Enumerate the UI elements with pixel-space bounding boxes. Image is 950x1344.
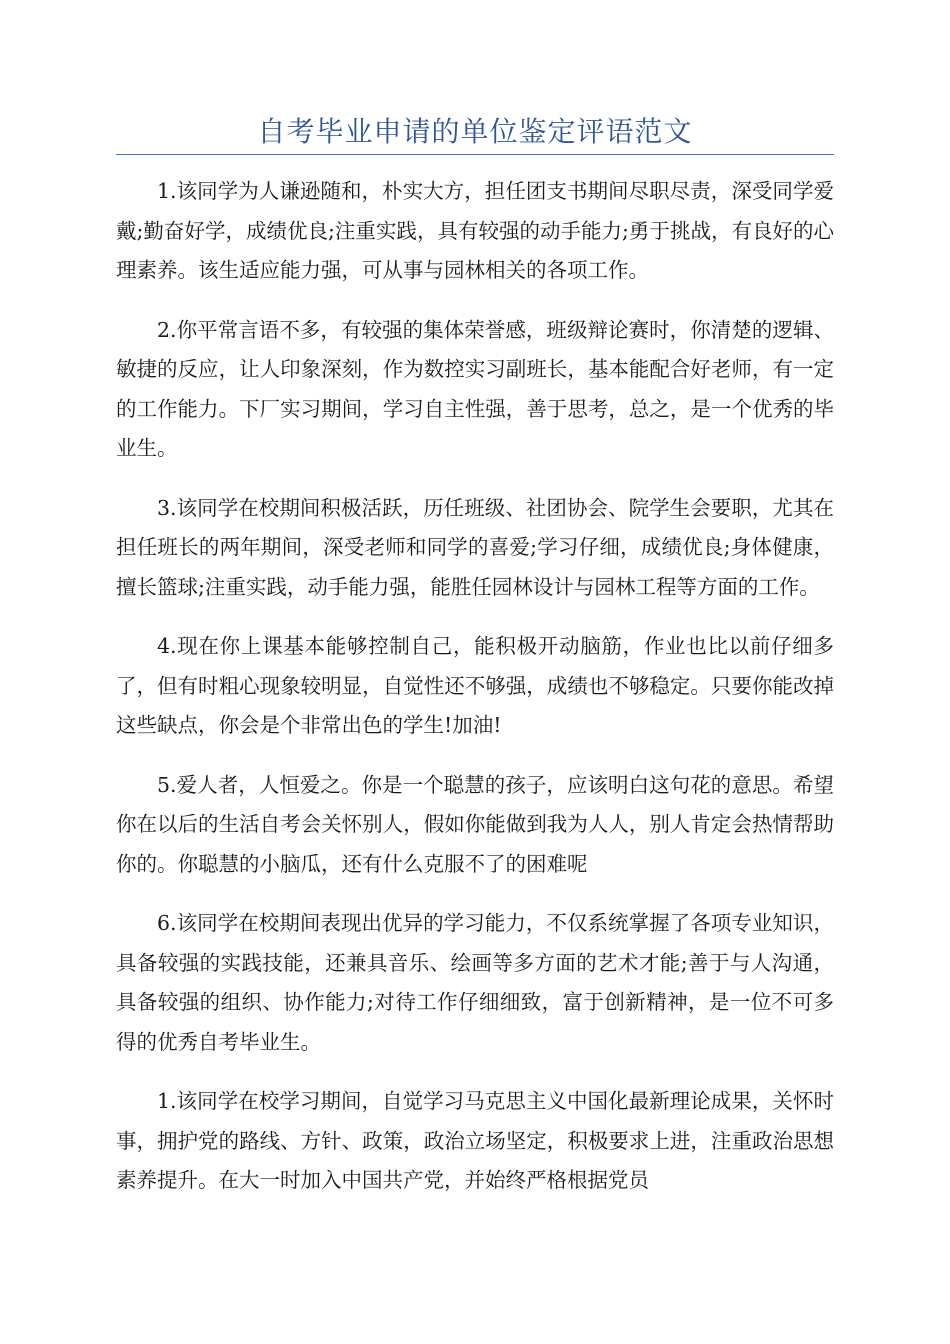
paragraph-6: 6.该同学在校期间表现出优异的学习能力，不仅系统掌握了各项专业知识，具备较强的实践技能，还兼具音乐、绘画等多方面的艺术才能;善于与人沟通，具备较强的组织、协作能力;对待工作仔细细致，富于创新精神，是一位不可多得的优秀自考毕业生。 xyxy=(116,911,834,1054)
document-body xyxy=(116,172,834,1221)
title-underline xyxy=(116,154,834,155)
paragraph-3: 3.该同学在校期间积极活跃，历任班级、社团协会、院学生会要职，尤其在担任班长的两年期间，深受老师和同学的喜爱;学习仔细，成绩优良;身体健康，擅长篮球;注重实践，动手能力强，能胜任园林设计与园林工程等方面的工作。 xyxy=(116,495,834,599)
paragraph-7: 1.该同学在校学习期间，自觉学习马克思主义中国化最新理论成果，关怀时事，拥护党的路线、方针、政策，政治立场坚定，积极要求上进，注重政治思想素养提升。在大一时加入中国共产党，并始终严格根据党员 xyxy=(116,1089,834,1192)
paragraph-4: 4.现在你上课基本能够控制自己，能积极开动脑筋，作业也比以前仔细多了，但有时粗心现象较明显，自觉性还不够强，成绩也不够稳定。只要你能改掉这些缺点，你会是个非常出色的学生!加油! xyxy=(116,634,834,737)
paragraph-2: 2.你平常言语不多，有较强的集体荣誉感，班级辩论赛时，你清楚的逻辑、敏捷的反应，让人印象深刻，作为数控实习副班长，基本能配合好老师，有一定的工作能力。下厂实习期间，学习自主性强，善于思考，总之，是一个优秀的毕业生。 xyxy=(116,317,834,460)
paragraph-1: 1.该同学为人谦逊随和，朴实大方，担任团支书期间尽职尽责，深受同学爱戴;勤奋好学，成绩优良;注重实践，具有较强的动手能力;勇于挑战，有良好的心理素养。该生适应能力强，可从事与园林相关的各项工作。 xyxy=(116,179,834,282)
document-title: 自考毕业申请的单位鉴定评语范文 xyxy=(257,115,693,148)
paragraph-5: 5.爱人者，人恒爱之。你是一个聪慧的孩子，应该明白这句花的意思。希望你在以后的生活自考会关怀别人，假如你能做到我为人人，别人肯定会热情帮助你的。你聪慧的小脑瓜，还有什么克服不了的困难呢 xyxy=(116,772,834,876)
